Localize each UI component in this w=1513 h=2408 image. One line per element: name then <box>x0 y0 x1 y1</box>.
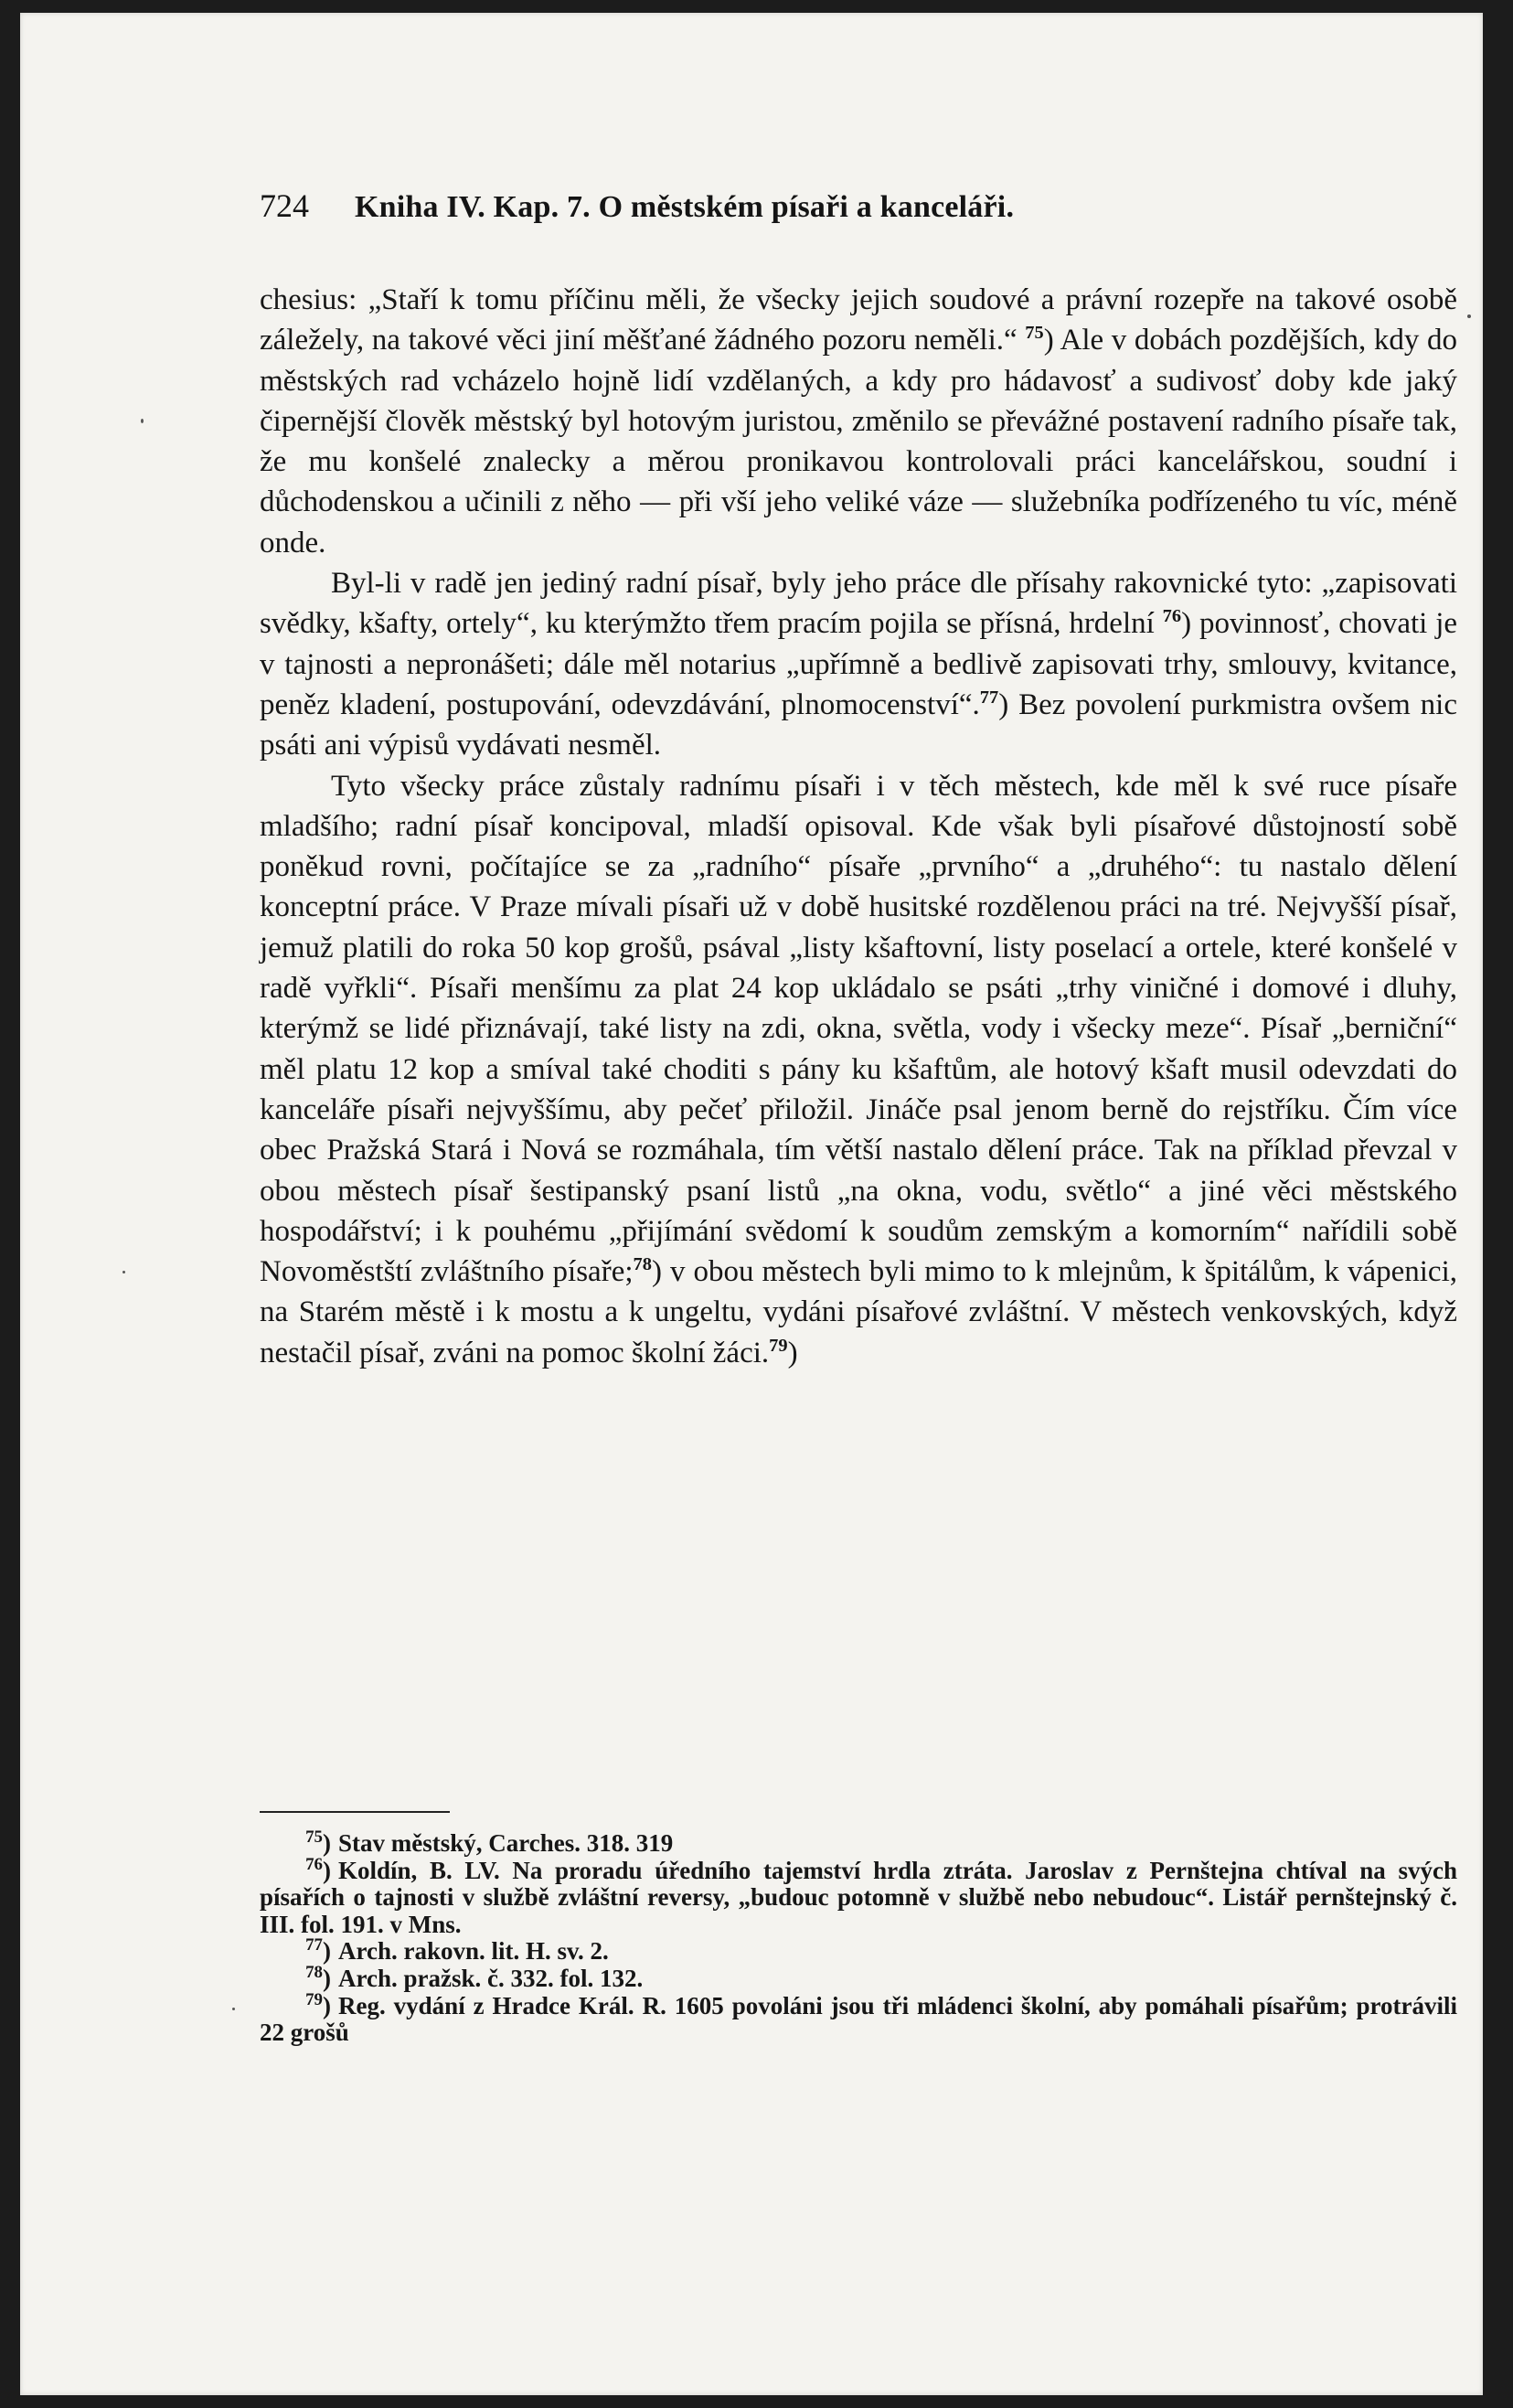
footnotes <box>260 1827 1457 2047</box>
running-title: Kniha IV. Kap. 7. O městském písaři a kanceláři. <box>355 190 1015 224</box>
footnote-ref-79[interactable]: 79 <box>769 1335 788 1356</box>
paragraph-3 <box>260 766 1457 1373</box>
paragraph-2 <box>260 563 1457 765</box>
footnote-75: $^{75}$) Stav městský, Carches. 318. 319 <box>305 1827 674 1857</box>
footnote-number: 75 <box>305 1827 323 1847</box>
footnote-text: Arch. pražsk. č. 332. fol. 132. <box>338 1964 644 1992</box>
paragraph-2-text-a: Byl-li v radě jen jediný radní písař, byly jeho práce dle přísahy rakovnické tyto: „zapisovati svědky, kšafty, ortely“, ku kterýmžto třem pracím pojila se přísná, hrdelní <box>260 567 1457 641</box>
footnote-ref-77[interactable]: 77 <box>979 687 999 708</box>
paragraph-1-text-a: chesius: „Staří k tomu příčinu měli, že všecky jejich soudové a právní rozepře na takové osobě záležely, na takové věci jiní měšťané žádného pozoru neměli.“ <box>260 283 1457 357</box>
footnote-79: $^{79}$) Reg. vydání z Hradce Král. R. 1605 povoláni jsou tři mládenci školní, aby pomáhali písařům; protrávili 22 grošů <box>260 1989 1457 2047</box>
paper-speck <box>123 1271 125 1273</box>
book-page <box>20 13 1483 2395</box>
footnote-78: $^{78}$) Arch. pražsk. č. 332. fol. 132. <box>305 1962 644 1992</box>
paragraph-1-text-b: ) Ale v dobách pozdějších, kdy do městských rad vcházelo hojně lidí vzdělaných, a kdy pro hádavosť a sudivosť doby kde jaký čipernější člověk městský byl hotovým juristou, změnilo se převážné postavení radního písaře tak, že mu konšelé znalecky a měrou pronikavou kontrolovali práci kancelářskou, soudní i důchodenskou a učinili z něho — při vší jeho veliké váze — služebníka podřízeného tu víc, méně onde. <box>260 324 1457 559</box>
footnote-divider <box>260 1811 450 1813</box>
footnote-76: $^{76}$) Koldín, B. LV. Na proradu úředního tajemství hrdla ztráta. Jaroslav z Pernštejna chtíval na svých písařích o tajnosti v službě zvláštní reversy, „budouc potomně v službě nebo nebudouc“. Listář pernštejnský č. III. fol. 191. v Mns. <box>260 1854 1457 1938</box>
paragraph-1 <box>260 280 1457 563</box>
footnote-ref-76[interactable]: 76 <box>1162 606 1182 627</box>
footnote-text: Koldín, B. LV. Na proradu úředního tajemství hrdla ztráta. Jaroslav z Pernštejna chtíval na svých písařích o tajnosti v službě zvláštní reversy, „budouc potomně v službě nebo nebudouc“. Listář pernštejnský č. III. fol. 191. v Mns. <box>260 1856 1457 1938</box>
footnote-number: 79 <box>305 1989 323 2009</box>
footnote-number: 78 <box>305 1962 323 1982</box>
footnote-text: Reg. vydání z Hradce Král. R. 1605 povoláni jsou tři mládenci školní, aby pomáhali písařům; protrávili 22 grošů <box>260 1991 1457 2047</box>
main-text <box>260 280 1457 1373</box>
footnote-text: Stav městský, Carches. 318. 319 <box>338 1829 674 1857</box>
footnote-number: 77 <box>305 1935 323 1955</box>
paper-speck <box>1467 314 1471 318</box>
page-header <box>260 186 1439 225</box>
footnote-77: $^{77}$) Arch. rakovn. lit. H. sv. 2. <box>305 1935 609 1966</box>
paragraph-3-text-b: ) v obou městech byli mimo to k mlejnům, k špitálům, k vápenici, na Starém městě i k mostu a k ungeltu, vydáni písařové zvláštní. V městech venkovských, když nestačil písař, zváni na pomoc školní žáci. <box>260 1255 1457 1369</box>
footnote-number: 76 <box>305 1854 323 1874</box>
paragraph-3-text-c: ) <box>787 1336 798 1369</box>
footnote-ref-75[interactable]: 75 <box>1025 323 1044 344</box>
page-number: 724 <box>260 187 309 224</box>
paper-speck <box>232 2008 235 2010</box>
paper-speck <box>141 419 144 423</box>
footnote-ref-78[interactable]: 78 <box>633 1254 652 1275</box>
footnote-text: Arch. rakovn. lit. H. sv. 2. <box>338 1937 609 1966</box>
paragraph-3-text-a: Tyto všecky práce zůstaly radnímu písaři i v těch městech, kde měl k své ruce písaře mladšího; radní písař koncipoval, mladší opisoval. Kde však byli písařové důstojností sobě poněkud rovni, počítajíce se za „radního“ písaře „prvního“ a „druhého“: tu nastalo dělení konceptní práce. V Praze mívali písaři už v době husitské rozdělenou práci na tré. Nejvyšší písař, jemuž platili do roka 50 kop grošů, psával „listy kšaftovní, listy poselací a ortele, které konšelé v radě vyřkli“. Písaři menšímu za plat 24 kop ukládalo se psáti „trhy viničné i domové i dluhy, kterýmž se lidé přiznávají, také listy na zdi, okna, světla, vody i všecky meze“. Písař „berniční“ měl platu 12 kop a smíval také choditi s pány ku kšaftům, ale hotový kšaft musil odevzdati do kanceláře písaři nejvyššímu, aby pečeť přiložil. Jináče psal jenom berně do rejstříku. Čím více obec Pražská Stará i Nová se rozmáhala, tím větší nastalo dělení práce. Tak na příklad převzal v obou městech písař šestipanský psaní listů „na okna, vodu, světlo“ a jiné věci městského hospodářství; i k pouhému „přijímání svědomí k soudům zemským a komorním“ nařídili sobě Novoměstští zvláštního písaře; <box>260 769 1457 1289</box>
paragraph-2-text-b: ) povinnosť, chovati je v tajnosti a nepronášeti; dále měl notarius „upřímně a bedlivě zapisovati trhy, smlouvy, kvitance, peněz kladení, postupování, odevzdávání, plnomocenství“. <box>260 607 1458 721</box>
paragraph-2-text-c: ) Bez povolení purkmistra ovšem nic psáti ani výpisů vydávati nesměl. <box>260 687 1457 762</box>
